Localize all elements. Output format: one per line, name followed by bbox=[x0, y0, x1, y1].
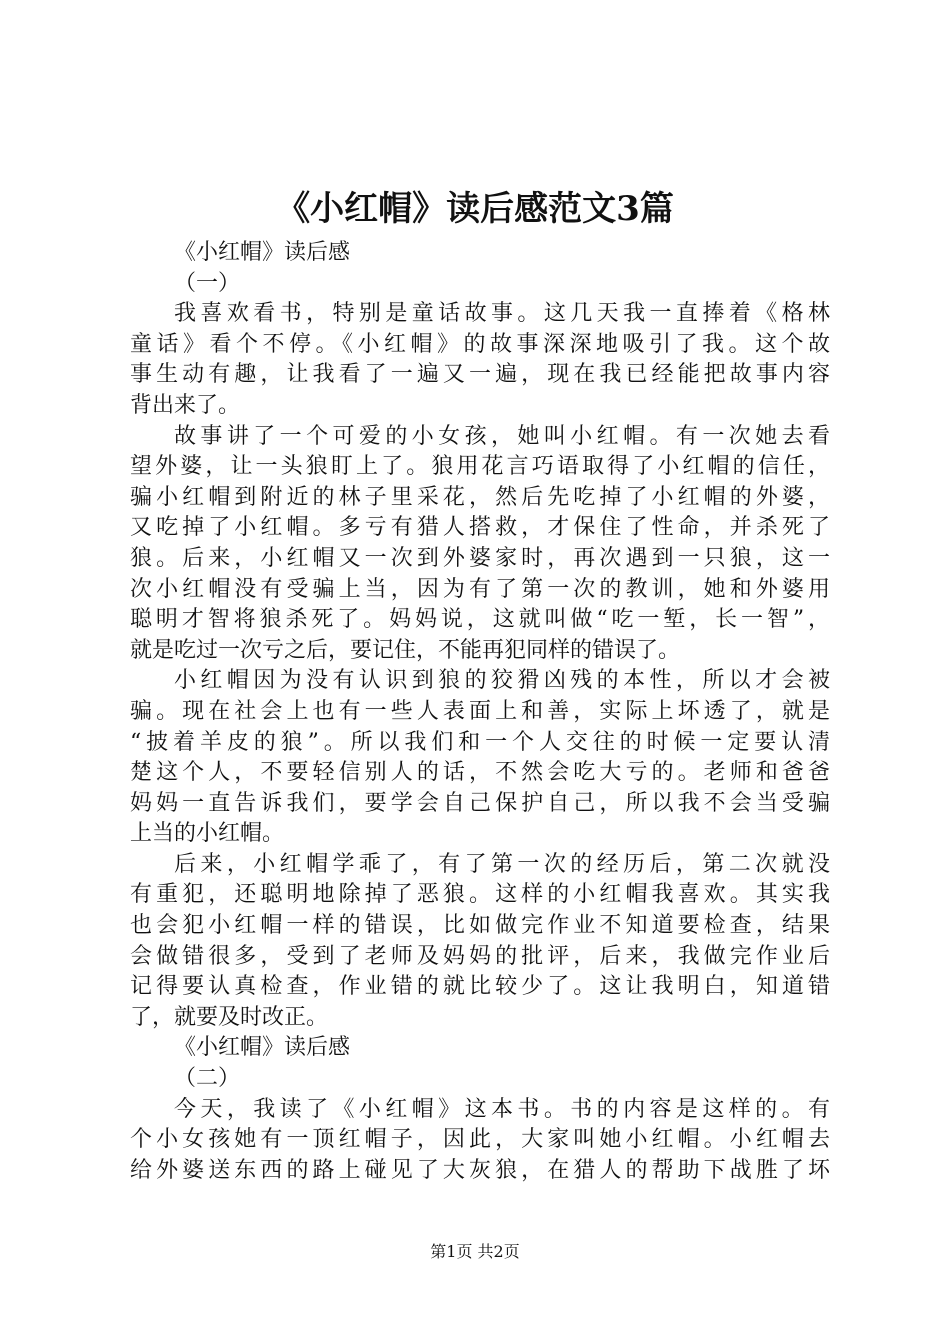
document-body bbox=[130, 238, 830, 1186]
text-line: 狼。后来，小红帽又一次到外婆家时，再次遇到一只狼，这一 bbox=[130, 545, 830, 571]
text-line: 《小红帽》读后感 bbox=[174, 240, 351, 265]
text-line: 上当的小红帽。 bbox=[130, 821, 285, 847]
text-line: 会做错很多，受到了老师及妈妈的批评，后来，我做完作业后 bbox=[130, 943, 830, 969]
text-line: 背出来了。 bbox=[130, 392, 241, 418]
text-line: 妈妈一直告诉我们，要学会自己保护自己，所以我不会当受骗 bbox=[130, 790, 830, 816]
text-line: 聪明才智将狼杀死了。妈妈说，这就叫做“吃一堑，长一智”， bbox=[130, 607, 830, 633]
text-line: 童话》看个不停。《小红帽》的故事深深地吸引了我。这个故 bbox=[130, 331, 830, 357]
text-line: 今天，我读了《小红帽》这本书。书的内容是这样的。有 bbox=[174, 1096, 830, 1122]
text-line: 我喜欢看书，特别是童话故事。这几天我一直捧着《格林 bbox=[174, 301, 830, 327]
text-line: （二） bbox=[174, 1066, 241, 1092]
text-line: 也会犯小红帽一样的错误，比如做完作业不知道要检查，结果 bbox=[130, 913, 830, 939]
text-line: 《小红帽》读后感 bbox=[174, 1035, 351, 1061]
text-line: 小红帽因为没有认识到狼的狡猾凶残的本性，所以才会被 bbox=[174, 668, 830, 694]
text-line: 个小女孩她有一顶红帽子，因此，大家叫她小红帽。小红帽去 bbox=[130, 1127, 830, 1153]
text-line: 骗。现在社会上也有一些人表面上和善，实际上坏透了，就是 bbox=[130, 698, 830, 724]
text-line: 骗小红帽到附近的林子里采花，然后先吃掉了小红帽的外婆， bbox=[130, 484, 830, 510]
text-line: 又吃掉了小红帽。多亏有猎人搭救，才保住了性命，并杀死了 bbox=[130, 515, 830, 541]
text-line: 给外婆送东西的路上碰见了大灰狼，在猎人的帮助下战胜了坏 bbox=[130, 1157, 830, 1183]
text-line: “披着羊皮的狼”。所以我们和一个人交往的时候一定要认清 bbox=[130, 729, 830, 755]
page-footer: 第1页 共2页 bbox=[430, 1242, 520, 1261]
text-line: 事生动有趣，让我看了一遍又一遍，现在我已经能把故事内容 bbox=[130, 362, 830, 388]
text-line: 了，就要及时改正。 bbox=[130, 1004, 329, 1030]
text-line: 楚这个人，不要轻信别人的话，不然会吃大亏的。老师和爸爸 bbox=[130, 760, 830, 786]
text-line: （一） bbox=[174, 270, 241, 296]
text-line: 记得要认真检查，作业错的就比较少了。这让我明白，知道错 bbox=[130, 974, 830, 1000]
text-line: 次小红帽没有受骗上当，因为有了第一次的教训，她和外婆用 bbox=[130, 576, 830, 602]
text-line: 就是吃过一次亏之后，要记住，不能再犯同样的错误了。 bbox=[130, 637, 681, 663]
text-line: 故事讲了一个可爱的小女孩，她叫小红帽。有一次她去看 bbox=[174, 423, 830, 449]
document-title: 《小红帽》读后感范文3篇 bbox=[276, 189, 674, 229]
text-line: 后来，小红帽学乖了，有了第一次的经历后，第二次就没 bbox=[174, 851, 830, 877]
text-line: 有重犯，还聪明地除掉了恶狼。这样的小红帽我喜欢。其实我 bbox=[130, 882, 830, 908]
text-line: 望外婆，让一头狼盯上了。狼用花言巧语取得了小红帽的信任， bbox=[130, 454, 830, 480]
